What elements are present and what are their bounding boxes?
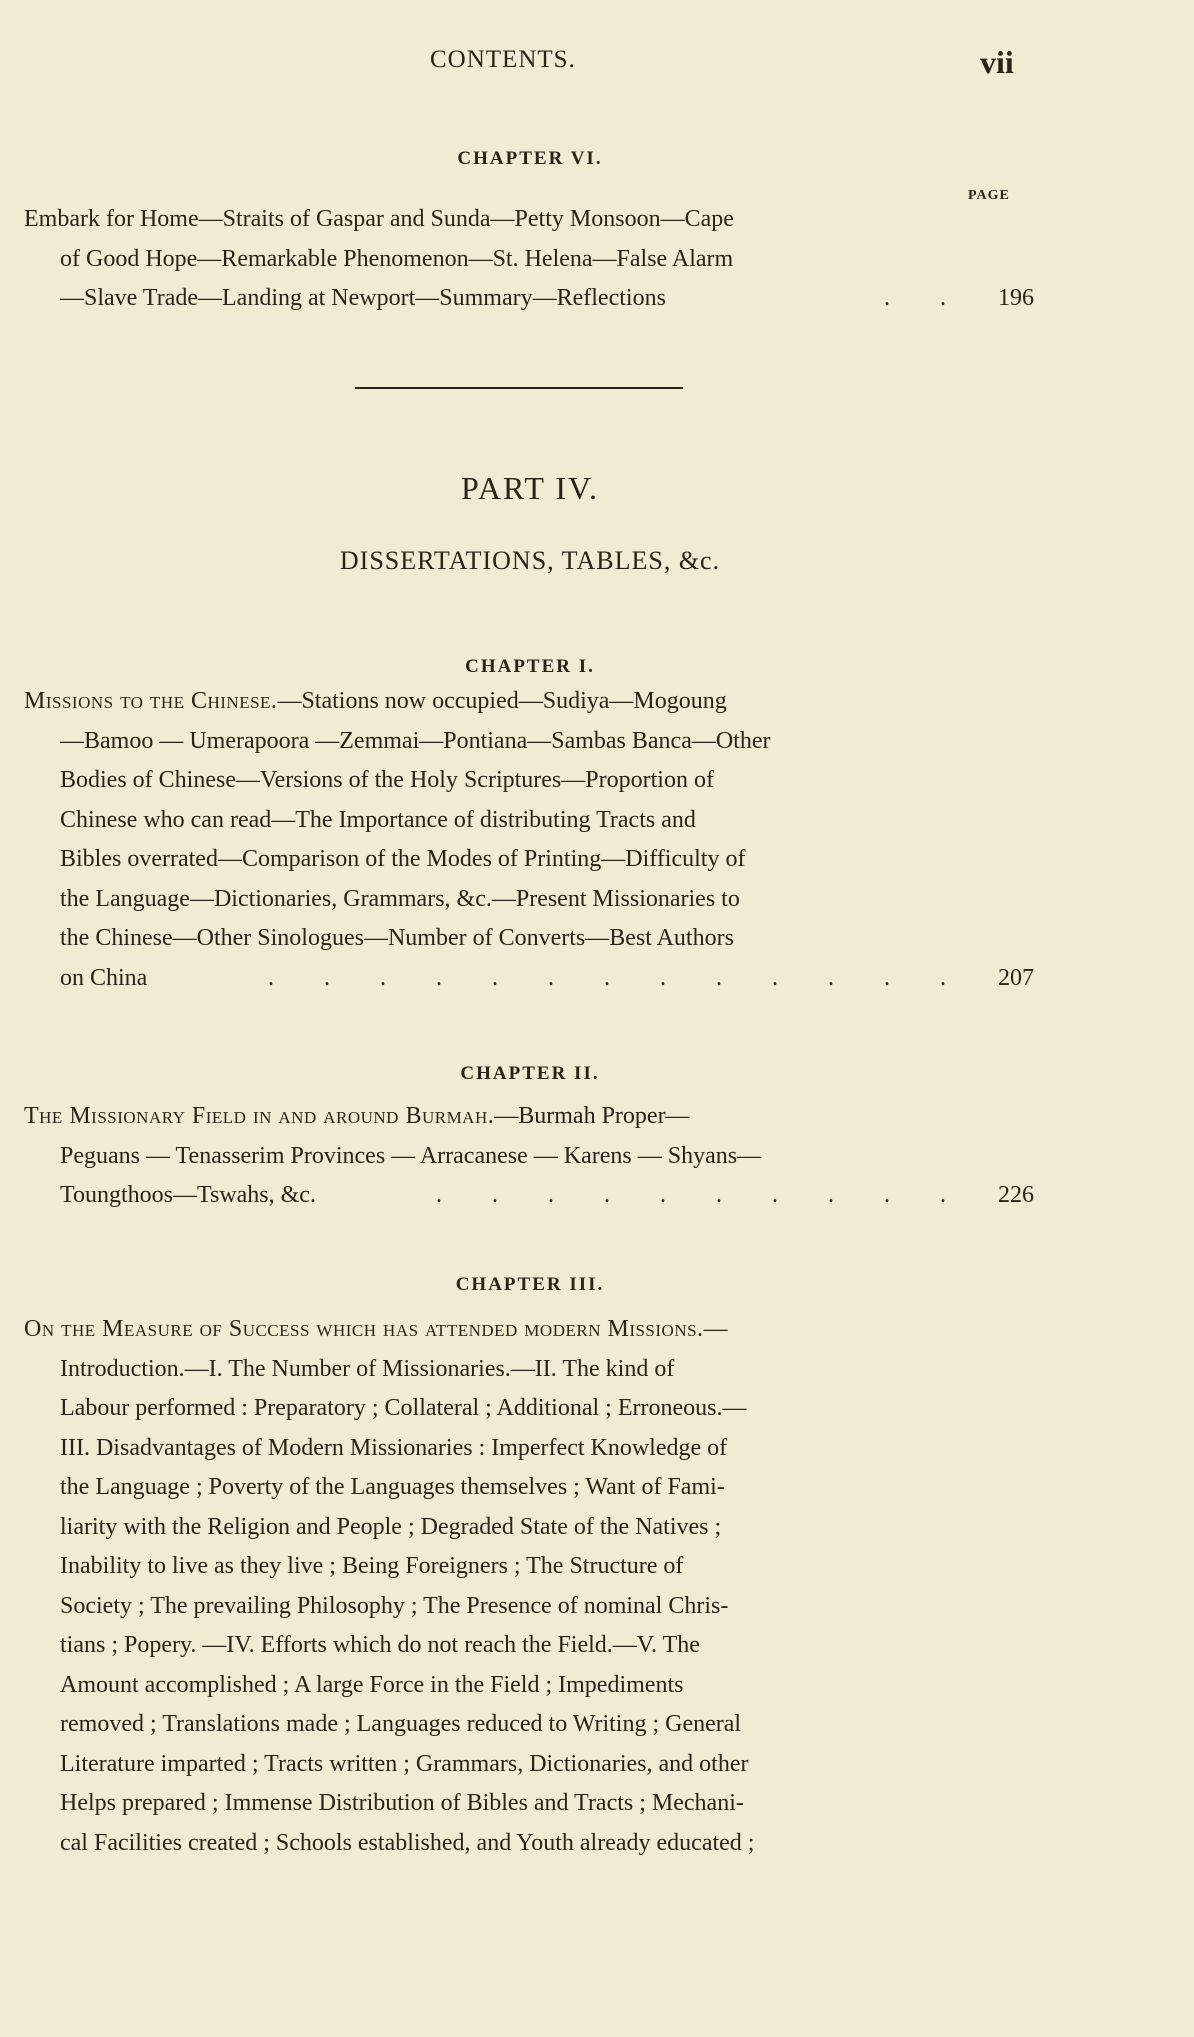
page-column-label: PAGE: [968, 188, 1010, 203]
entry-line: Society ; The prevailing Philosophy ; The Presence of nominal Chris-: [60, 1592, 729, 1619]
entry-line-with-page: [24, 279, 1034, 319]
entry-line: Helps prepared ; Immense Distribution of Bibles and Tracts ; Mechani-: [60, 1790, 744, 1816]
entry-line: the Language—Dictionaries, Grammars, &c.—Present Missionaries to: [60, 885, 740, 912]
page-number: 207: [998, 964, 1034, 991]
entry-line: of Good Hope—Remarkable Phenomenon—St. Helena—False Alarm: [60, 245, 734, 272]
chapter-1-heading: CHAPTER I.: [465, 656, 595, 677]
chapter-2-heading: CHAPTER II.: [460, 1063, 600, 1084]
entry-line: Introduction.—I. The Number of Missionaries.—II. The kind of: [60, 1355, 675, 1382]
entry-line-with-page: [24, 1176, 1034, 1216]
part-subtitle: DISSERTATIONS, TABLES, &c.: [339, 546, 721, 575]
entry-line: Toungthoos—Tswahs, &c.: [60, 1182, 316, 1208]
chapter-6-heading: CHAPTER VI.: [457, 148, 603, 169]
entry-lead: The Missionary Field in and around Burmah.: [24, 1103, 495, 1129]
entry-line: liarity with the Religion and People ; Degraded State of the Natives ;: [60, 1513, 722, 1540]
entry-line: III. Disadvantages of Modern Missionaries : Imperfect Knowledge of: [60, 1434, 728, 1461]
chapter-3-entry: [24, 1310, 1034, 1863]
entry-line: Bodies of Chinese—Versions of the Holy Scriptures—Proportion of: [60, 767, 714, 793]
entry-line: Amount accomplished ; A large Force in the Field ; Impediments: [60, 1671, 684, 1698]
running-head-title: CONTENTS.: [430, 46, 576, 73]
entry-line: Peguans — Tenasserim Provinces — Arracanese — Karens — Shyans—: [60, 1142, 762, 1169]
dot-leader: . .: [884, 285, 968, 311]
entry-lead: Missions to the Chinese.: [24, 688, 278, 714]
entry-line: —Bamoo — Umerapoora —Zemmai—Pontiana—Sambas Banca—Other: [60, 727, 771, 754]
entry-line: Literature imparted ; Tracts written ; Grammars, Dictionaries, and other: [60, 1750, 749, 1777]
entry-line: Embark for Home—Straits of Gaspar and Sunda—Petty Monsoon—Cape: [24, 206, 734, 232]
entry-line: —Burmah Proper—: [494, 1103, 690, 1129]
entry-lead: On the Measure of Success which has attended modern Missions.: [24, 1316, 704, 1342]
entry-line: Bibles overrated—Comparison of the Modes of Printing—Difficulty of: [60, 846, 746, 872]
chapter-2-entry: [24, 1097, 1034, 1216]
entry-line: Chinese who can read—The Importance of distributing Tracts and: [60, 806, 696, 833]
page-number: 226: [998, 1182, 1034, 1208]
entry-line: cal Facilities created ; Schools established, and Youth already educated ;: [60, 1829, 755, 1856]
running-head-page-number: vii: [980, 44, 1014, 80]
entry-line: removed ; Translations made ; Languages reduced to Writing ; General: [60, 1711, 742, 1737]
entry-line: Labour performed : Preparatory ; Collateral ; Additional ; Erroneous.—: [60, 1395, 747, 1421]
entry-line: —Stations now occupied—Sudiya—Mogoung: [277, 688, 727, 714]
dot-leader: . . . . . . . . . .: [436, 1182, 968, 1208]
entry-first-line: [24, 682, 1034, 722]
chapter-6-entry: [24, 200, 1034, 319]
entry-line: tians ; Popery. —IV. Efforts which do not reach the Field.—V. The: [60, 1632, 700, 1658]
entry-line: the Language ; Poverty of the Languages themselves ; Want of Fami-: [60, 1474, 725, 1500]
entry-first-line: [24, 1097, 1034, 1137]
entry-first-line: [24, 1310, 1034, 1350]
entry-line: on China: [60, 964, 148, 991]
entry-line: the Chinese—Other Sinologues—Number of Converts—Best Authors: [60, 925, 734, 951]
entry-line-with-page: [24, 959, 1034, 999]
entry-line: Inability to live as they live ; Being Foreigners ; The Structure of: [60, 1553, 684, 1579]
chapter-1-entry: [24, 682, 1034, 998]
entry-line: —: [703, 1316, 728, 1342]
part-title: PART IV.: [461, 470, 599, 506]
entry-line: —Slave Trade—Landing at Newport—Summary—Reflections: [60, 285, 666, 311]
page-number: 196: [998, 285, 1034, 311]
chapter-3-heading: CHAPTER III.: [455, 1274, 605, 1295]
section-divider: [355, 387, 683, 389]
dot-leader: . . . . . . . . . . . . .: [268, 964, 968, 991]
running-head: [0, 46, 1194, 86]
